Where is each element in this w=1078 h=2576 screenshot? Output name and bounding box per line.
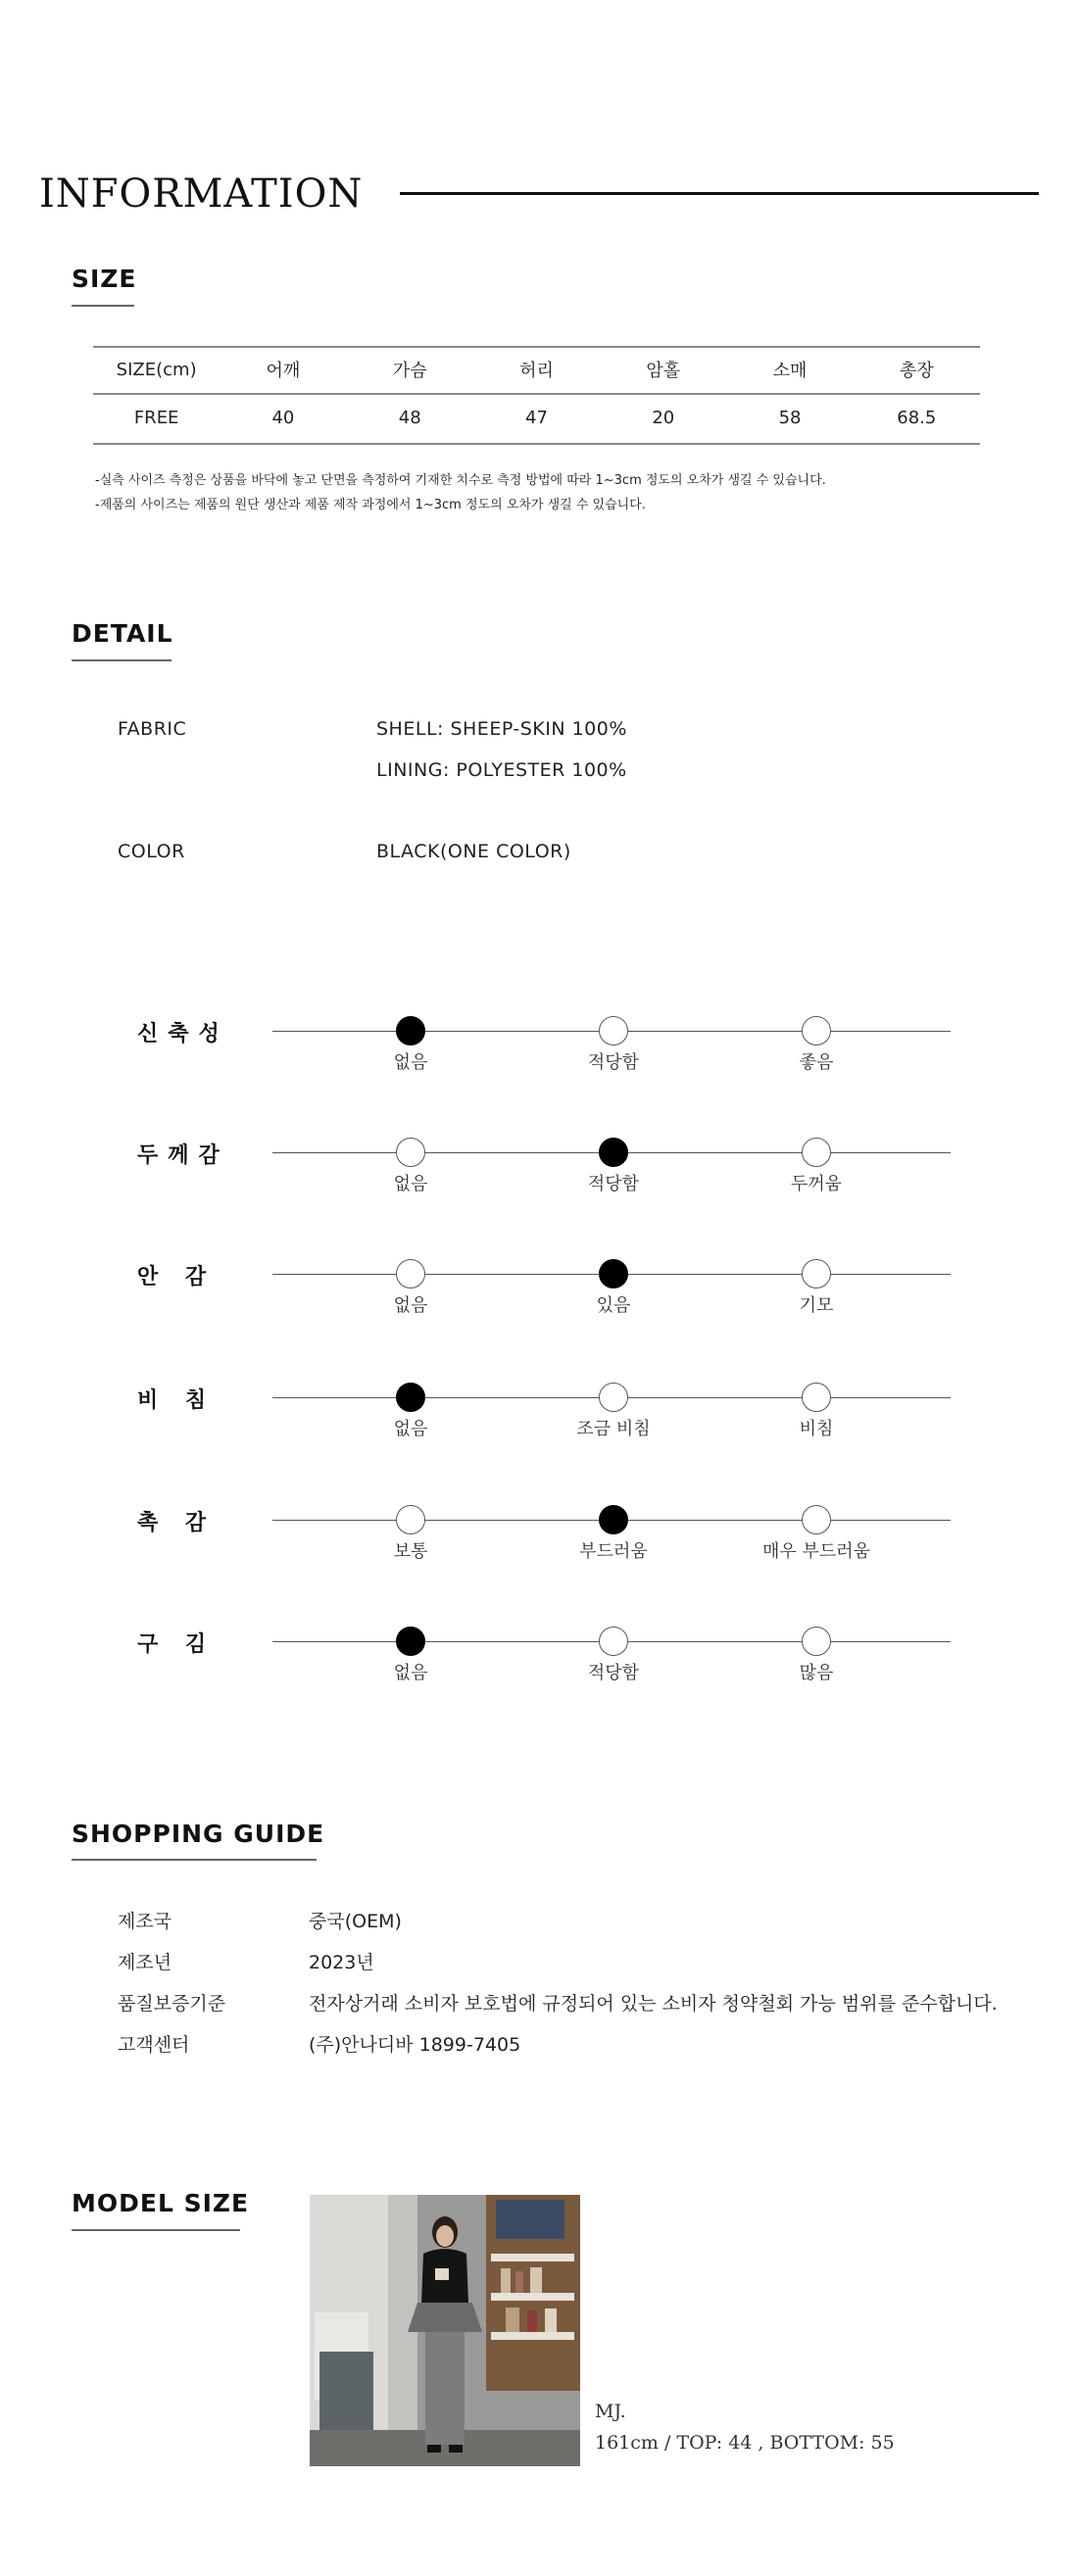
size-header-cell: 암홀: [646, 361, 681, 381]
scale-option-label: 없음: [393, 1295, 428, 1316]
size-header-cell: SIZE(cm): [116, 359, 197, 380]
size-value-cell: 48: [398, 407, 421, 428]
scale-dot: [599, 1383, 628, 1412]
scale-dot: [599, 1627, 628, 1656]
scale-label: 신축성: [137, 1022, 229, 1046]
fabric-label: FABRIC: [118, 718, 187, 740]
size-header-cell: 허리: [519, 361, 554, 381]
detail-section-title: DETAIL: [72, 619, 173, 648]
size-header-cell: 어깨: [266, 361, 301, 381]
scale-option-label: 보통: [393, 1541, 428, 1562]
scale-dot: [396, 1138, 425, 1167]
size-value-cell: 68.5: [897, 407, 937, 428]
scale-dot-selected: [396, 1016, 425, 1045]
scale-option-label: 매우 부드러움: [761, 1541, 871, 1562]
scale-label: 촉 감: [137, 1511, 217, 1535]
scale-option-label: 두꺼움: [790, 1174, 843, 1194]
guide-label: 고객센터: [118, 2034, 190, 2056]
guide-value: 2023년: [309, 1952, 374, 1973]
shopping-guide-title: SHOPPING GUIDE: [72, 1820, 325, 1848]
size-table: [93, 346, 980, 442]
scale-option-label: 좋음: [799, 1052, 834, 1073]
scale-option-label: 부드러움: [579, 1541, 648, 1562]
model-measurements: 161cm / TOP: 44 , BOTTOM: 55: [595, 2432, 895, 2454]
model-photo-illustration: [310, 2195, 580, 2466]
guide-label: 제조국: [118, 1911, 172, 1932]
guide-value: 전자상거래 소비자 보호법에 규정되어 있는 소비자 청약철회 가능 범위를 준수합니다.: [309, 1993, 998, 2015]
scale-dot-selected: [599, 1138, 628, 1167]
scale-label: 두께감: [137, 1143, 229, 1168]
scale-dot-selected: [396, 1383, 425, 1412]
scale-dot: [802, 1505, 831, 1534]
size-table-header-row: [93, 346, 980, 393]
size-value-cell: 40: [271, 407, 295, 428]
scale-dot: [802, 1383, 831, 1412]
scale-label: 비 침: [137, 1388, 217, 1413]
guide-label: 품질보증기준: [118, 1993, 226, 2015]
scale-sheerness: [0, 1385, 1078, 1474]
size-title-underline: [72, 305, 134, 307]
model-photo: [310, 2195, 580, 2466]
size-header-cell: 소매: [772, 361, 808, 381]
scale-option-label: 있음: [596, 1295, 631, 1316]
size-section-title: SIZE: [72, 265, 137, 293]
guide-value: 중국(OEM): [309, 1911, 402, 1932]
fabric-shell-value: SHELL: SHEEP-SKIN 100%: [376, 718, 627, 740]
scale-option-label: 없음: [393, 1663, 428, 1683]
scale-option-label: 조금 비침: [576, 1419, 651, 1439]
fabric-lining-value: LINING: POLYESTER 100%: [376, 759, 627, 781]
information-header: [39, 169, 1039, 219]
scale-option-label: 적당함: [587, 1052, 640, 1073]
scale-option-label: 많음: [799, 1663, 834, 1683]
model-size-underline: [72, 2229, 240, 2231]
size-notes: [95, 468, 826, 517]
scale-wrinkle: [0, 1629, 1078, 1718]
information-rule: [400, 192, 1039, 195]
guide-value: (주)안나디바 1899-7405: [309, 2034, 521, 2056]
scale-dot-selected: [599, 1259, 628, 1288]
scale-dot: [396, 1505, 425, 1534]
scale-dot-selected: [599, 1505, 628, 1534]
size-note: -제품의 사이즈는 제품의 원단 생산과 제품 제작 과정에서 1~3cm 정도의 오차가 생길 수 있습니다.: [95, 498, 646, 512]
scale-dot: [802, 1016, 831, 1045]
guide-label: 제조년: [118, 1952, 172, 1973]
scale-option-label: 기모: [799, 1295, 834, 1316]
scale-dot: [802, 1259, 831, 1288]
information-title: INFORMATION: [39, 171, 364, 217]
scale-stretch: [0, 1019, 1078, 1107]
model-name: MJ.: [595, 2401, 626, 2422]
scale-option-label: 없음: [393, 1419, 428, 1439]
scale-label: 안 감: [137, 1265, 217, 1289]
scale-dot: [802, 1138, 831, 1167]
scale-texture: [0, 1508, 1078, 1596]
size-note: -실측 사이즈 측정은 상품을 바닥에 놓고 단면을 측정하여 기재한 치수로 측정 방법에 따라 1~3cm 정도의 오차가 생길 수 있습니다.: [95, 473, 826, 488]
scale-option-label: 없음: [393, 1052, 428, 1073]
size-table-row: [93, 393, 980, 442]
size-value-cell: FREE: [133, 407, 179, 428]
size-value-cell: 47: [525, 407, 548, 428]
scale-dot-selected: [396, 1627, 425, 1656]
size-value-cell: 20: [652, 407, 675, 428]
detail-title-underline: [72, 659, 172, 661]
scale-dot: [802, 1627, 831, 1656]
scale-option-label: 적당함: [587, 1174, 640, 1194]
scale-label: 구 김: [137, 1632, 217, 1657]
scale-dot: [396, 1259, 425, 1288]
color-label: COLOR: [118, 841, 185, 862]
size-table-bottom-rule: [93, 443, 980, 445]
size-header-cell: 총장: [899, 361, 934, 381]
shopping-guide-underline: [72, 1859, 317, 1861]
scale-option-label: 없음: [393, 1174, 428, 1194]
model-size-title: MODEL SIZE: [72, 2189, 250, 2217]
size-header-cell: 가슴: [392, 361, 427, 381]
color-value: BLACK(ONE COLOR): [376, 841, 571, 862]
scale-thickness: [0, 1141, 1078, 1229]
scale-lining: [0, 1262, 1078, 1350]
scale-option-label: 비침: [799, 1419, 834, 1439]
scale-option-label: 적당함: [587, 1663, 640, 1683]
size-value-cell: 58: [778, 407, 802, 428]
scale-dot: [599, 1016, 628, 1045]
